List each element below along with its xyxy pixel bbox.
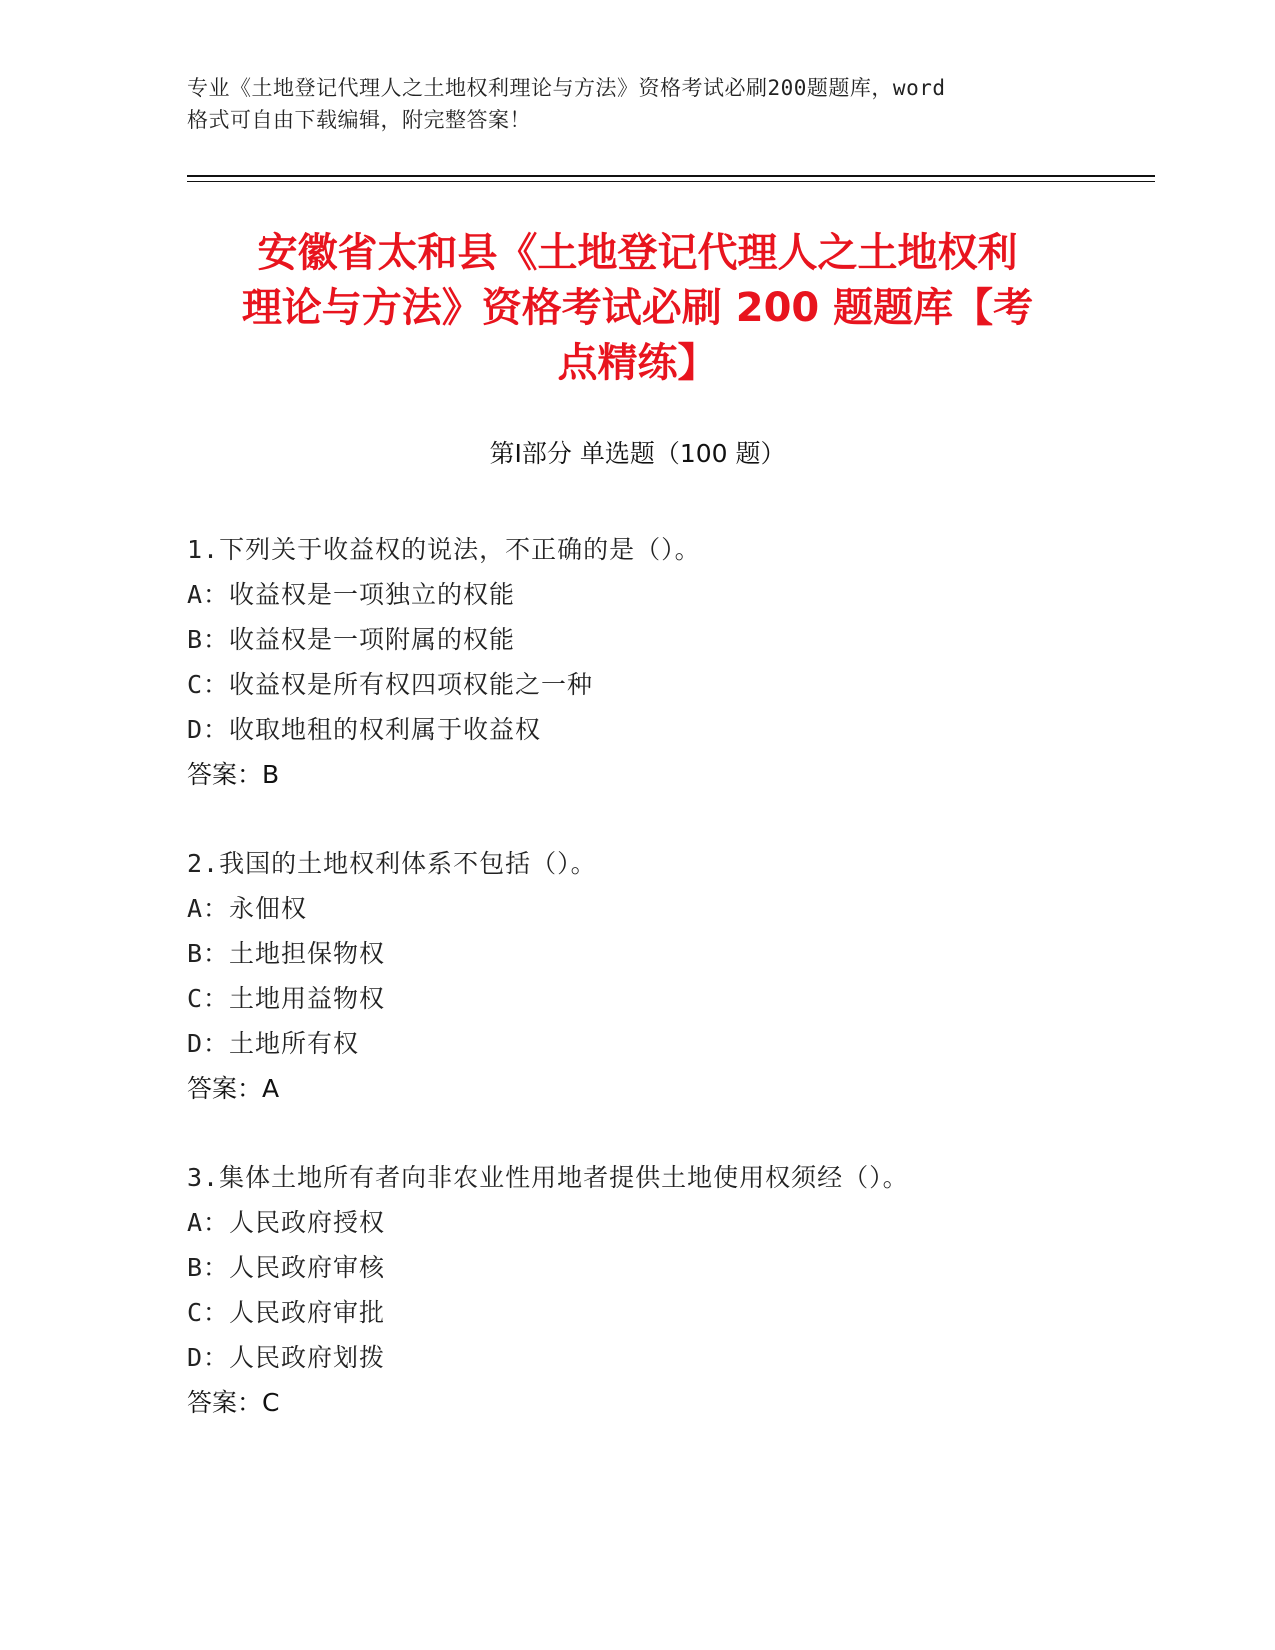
header-divider-thick — [187, 175, 1155, 177]
question-stem: 3.集体土地所有者向非农业性用地者提供土地使用权须经（）。 — [187, 1163, 909, 1192]
question-1 — [187, 527, 1147, 797]
option-d: D：收取地租的权利属于收益权 — [187, 715, 542, 744]
question-stem: 2.我国的土地权利体系不包括（）。 — [187, 849, 597, 878]
question-3 — [187, 1155, 1147, 1425]
header-note — [187, 72, 1067, 136]
header-divider-thin — [187, 181, 1155, 182]
option-d: D：人民政府划拨 — [187, 1343, 386, 1372]
section-title: 第Ⅰ部分 单选题（100 题） — [489, 439, 786, 468]
document-title-line-1: 安徽省太和县《土地登记代理人之土地权利 — [257, 230, 1018, 276]
option-a: A：人民政府授权 — [187, 1208, 386, 1237]
option-c: C：收益权是所有权四项权能之一种 — [187, 670, 594, 699]
document-title — [187, 226, 1088, 391]
option-c: C：土地用益物权 — [187, 984, 386, 1013]
option-a: A：永佃权 — [187, 894, 308, 923]
question-answer: 答案：B — [187, 760, 280, 789]
document-title-line-3: 点精练】 — [557, 340, 718, 386]
question-answer: 答案：A — [187, 1074, 280, 1103]
question-stem: 1.下列关于收益权的说法，不正确的是（）。 — [187, 535, 701, 564]
option-b: B：土地担保物权 — [187, 939, 386, 968]
option-a: A：收益权是一项独立的权能 — [187, 580, 516, 609]
option-b: B：收益权是一项附属的权能 — [187, 625, 516, 654]
option-d: D：土地所有权 — [187, 1029, 360, 1058]
question-answer: 答案：C — [187, 1388, 280, 1417]
document-title-line-2: 理论与方法》资格考试必刷 200 题题库【考 — [241, 285, 1034, 331]
option-b: B：人民政府审核 — [187, 1253, 386, 1282]
question-list — [187, 527, 1147, 1469]
option-c: C：人民政府审批 — [187, 1298, 386, 1327]
header-note-line-2: 格式可自由下载编辑，附完整答案！ — [187, 108, 531, 132]
question-2 — [187, 841, 1147, 1111]
header-note-line-1: 专业《土地登记代理人之土地权利理论与方法》资格考试必刷200题题库，word — [187, 76, 946, 100]
